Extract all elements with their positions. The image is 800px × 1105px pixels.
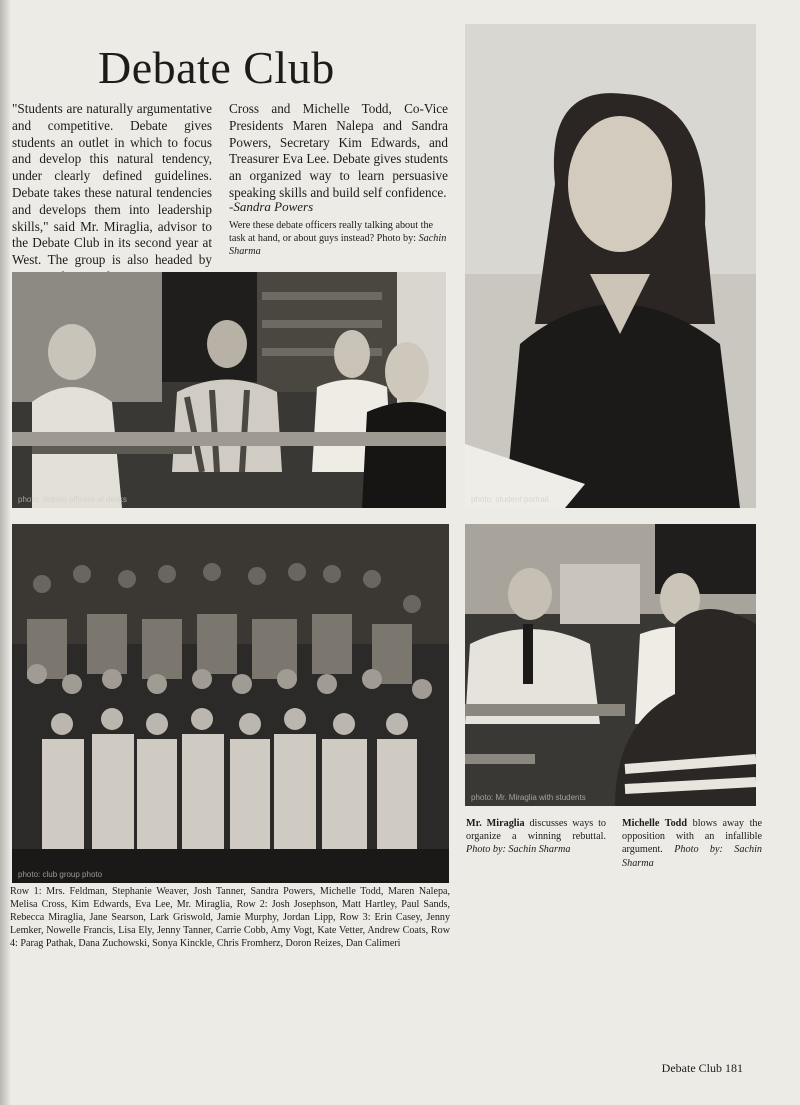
officers-photo [12,272,446,508]
officers-photo-label: photo: debate officers at desks [18,495,127,504]
caption-todd-name: Michelle Todd [622,818,688,829]
caption-todd-text: blows away the opposition with an infallible argument. [622,818,763,856]
portrait-photo [465,24,756,508]
portrait-photo-label: photo: student portrait [471,495,549,504]
body-text-column-1: "Students are naturally argumentative and competitive. Debate gives students an outlet in which to focus and develop this natural tendency, under clearly defined guidelines. Debate takes these natural tendencies and develops them into leadership skills," said Mr. Miraglia, advisor to the Debate Club in its second year at West. The group is also headed by [12,101,212,268]
group-photo [12,524,449,883]
caption-miraglia-name: Mr. Miraglia [466,818,525,829]
caption-officers-text: Were these debate officers really talking about the task at hand, or about guys instead? Photo by: [229,220,434,245]
caption-miraglia-credit: Photo by: Sachin Sharma [466,844,571,856]
page-binding-shadow [0,0,10,1105]
miraglia-photo [465,524,756,806]
caption-todd-credit: Photo by: Sachin Sharma [622,844,762,869]
miraglia-photo-label: photo: Mr. Miraglia with students [471,793,586,802]
page-title: Debate Club [98,42,335,93]
caption-officers [229,219,451,259]
page-footer: Debate Club 181 [661,1061,743,1075]
body-text-column-2: Cross and Michelle Todd, Co-Vice Presidents Maren Nalepa and Sandra Powers, Secretary Kim Edwards, and Treasurer Eva Lee. Debate gives students an organized way to learn persuasive speaking skills and build self confidence. [229,101,448,200]
caption-miraglia-text: discusses ways to organize a winning rebuttal. [466,818,606,843]
group-photo-label: photo: club group photo [18,870,103,879]
byline: -Sandra Powers [229,199,314,214]
caption-officers-credit: Sachin Sharma [229,233,447,258]
caption-todd [622,817,762,870]
caption-roster: Row 1: Mrs. Feldman, Stephanie Weaver, Josh Tanner, Sandra Powers, Michelle Todd, Maren Nalepa, Melisa Cross, Kim Edwards, Eva Lee, Mr. Miraglia, Row 2: Josh Josephson, Matt Hartley, Paul Sands, Rebecca Miraglia, Jane Searson, Lark Griswold, Jamie Murphy, Jordan Lipp, Row 3: Erin Casey, Jenny Lemker, Nowelle Francis, Lisa Ely, Jenny Tanner, Carrie Cobb, Amy Vogt, Kate Vetter, Andrew Coats, Row 4: Parag Pathak, Dana Zuchowski, Sonya Kinckle, Chris Fromherz, Doron Reizes, Dan Calimeri [10,886,450,950]
caption-miraglia [466,817,606,857]
